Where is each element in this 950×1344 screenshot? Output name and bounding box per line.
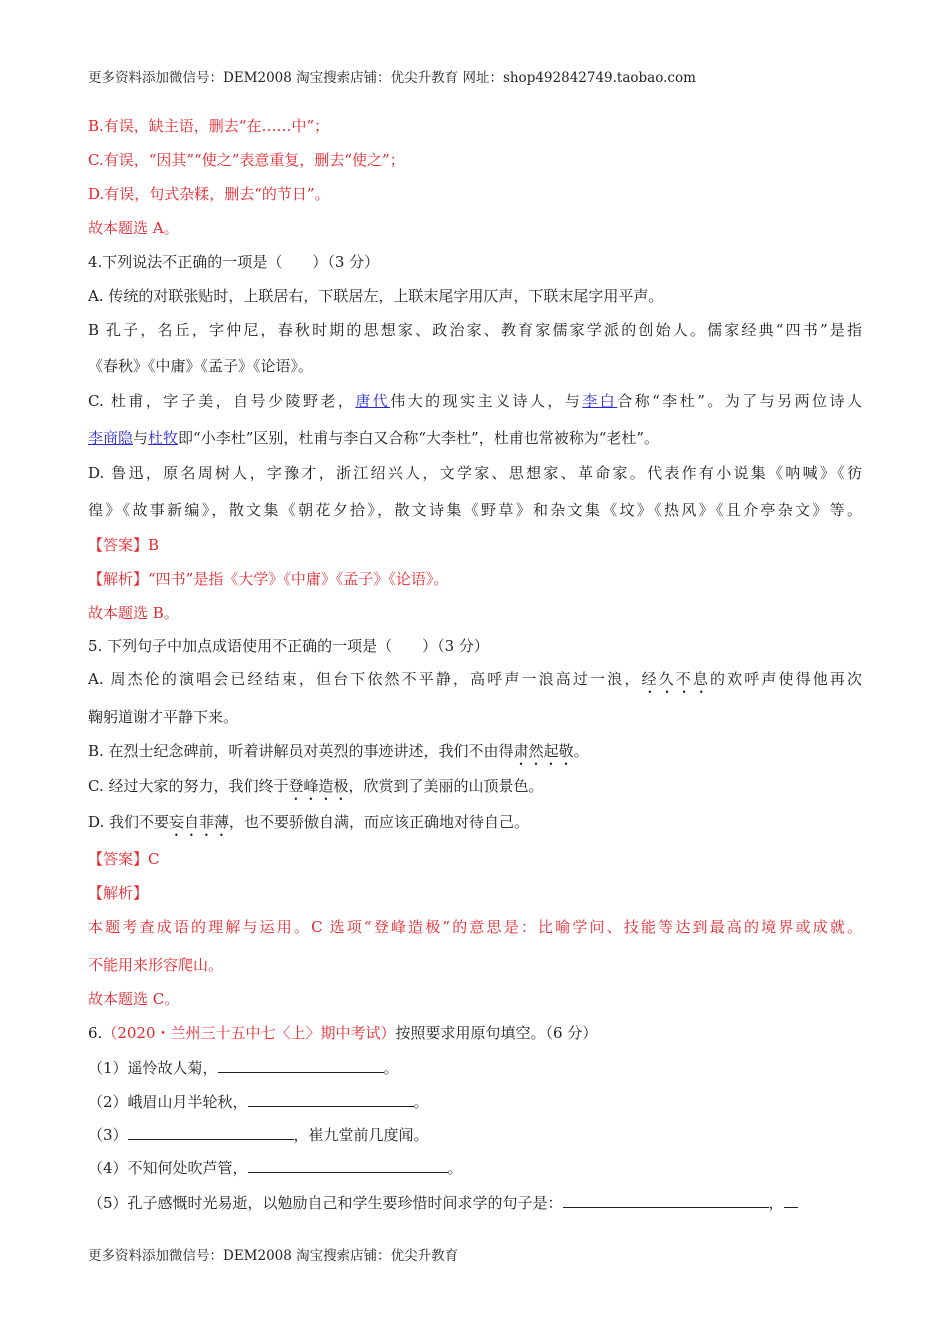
q5-analysis-line2: 不能用来形容爬山。: [88, 956, 224, 974]
link-tang-dynasty[interactable]: 唐代: [355, 392, 391, 410]
q4-c-text-2: 伟大的现实主义诗人，与: [390, 392, 583, 410]
q4-option-d-line1: D. 鲁迅，原名周树人，字豫才，浙江绍兴人，文学家、思想家、革命家。代表作有小说集《呐喊》《彷: [88, 464, 862, 482]
q5-option-a-line1: [88, 669, 862, 697]
q6-item-4-blank[interactable]: [248, 1157, 448, 1173]
q5-c-text-2: ，欣赏到了美丽的山顶景色。: [348, 777, 544, 795]
link-li-bai[interactable]: 李白: [582, 392, 618, 410]
q4-c-text-1: C. 杜甫，字子美，自号少陵野老，: [88, 392, 356, 410]
q6-item-5-blank-1[interactable]: [563, 1192, 769, 1208]
link-li-shangyin[interactable]: 李商隐: [88, 429, 134, 447]
q6-item-2: [88, 1091, 429, 1112]
q5-a-dotted-idiom: 经久不息: [641, 670, 710, 688]
q5-c-dotted-idiom: 登峰造极: [288, 777, 349, 795]
q4-conclusion: 故本题选 B。: [88, 604, 179, 622]
q6-instruction: 按照要求用原句填空。（6 分）: [395, 1024, 598, 1042]
q5-c-text-1: C. 经过大家的努力，我们终于: [88, 777, 289, 795]
q6-item-5: [88, 1192, 798, 1213]
q6-item-1-text: （1）遥怜故人菊，: [88, 1059, 218, 1077]
q4-option-d-line2: 徨》《故事新编》，散文集《朝花夕拾》，散文诗集《野草》和杂文集《坟》《热风》《且介亭杂文》等。: [88, 501, 862, 519]
q4-c-text-3: 合称“李杜”。为了与另两位诗人: [617, 392, 862, 410]
q6-item-2-blank[interactable]: [248, 1091, 414, 1107]
q6-item-1-end: 。: [383, 1059, 399, 1077]
q3-option-b-analysis: B.有误，缺主语，删去“在……中”；: [88, 117, 330, 135]
page-footer: 更多资料添加微信号：DEM2008 淘宝搜索店铺：优尖升教育: [88, 1248, 459, 1264]
q5-option-b: [88, 741, 589, 769]
q6-item-2-end: 。: [413, 1093, 429, 1111]
q4-option-b-line2: 《春秋》《中庸》《孟子》《论语》。: [88, 357, 314, 375]
q4-c-text-4: 与: [133, 429, 149, 447]
q4-option-c-line1: [88, 391, 862, 411]
q5-b-text-2: 。: [573, 742, 589, 760]
q4-option-c-line2: [88, 428, 659, 448]
q5-option-a-line2: 鞠躬道谢才平静下来。: [88, 708, 239, 726]
q6-item-3-blank[interactable]: [128, 1124, 294, 1140]
q6-item-1-blank[interactable]: [218, 1057, 384, 1073]
q5-analysis-line1: 本题考查成语的理解与运用。C 选项“登峰造极”的意思是：比喻学问、技能等达到最高的境界或成就。: [88, 918, 862, 936]
q5-analysis-label: 【解析】: [88, 884, 149, 902]
q6-item-2-text: （2）峨眉山月半轮秋，: [88, 1093, 248, 1111]
q6-item-5-mid: ，: [768, 1194, 784, 1212]
q6-stem: [88, 1023, 597, 1043]
q5-a-text-1: A. 周杰伦的演唱会已经结束，但台下依然不平静，高呼声一浪高过一浪，: [88, 670, 642, 688]
q5-conclusion: 故本题选 C。: [88, 990, 180, 1008]
q3-option-d-analysis: D.有误，句式杂糅，删去“的节日”。: [88, 185, 330, 203]
q4-option-a: A. 传统的对联张贴时，上联居右，下联居左，上联末尾字用仄声，下联末尾字用平声。: [88, 287, 664, 305]
q6-number: 6.: [88, 1024, 103, 1042]
q3-conclusion: 故本题选 A。: [88, 219, 179, 237]
q4-stem: 4.下列说法不正确的一项是（ ）（3 分）: [88, 253, 380, 271]
q5-option-d: [88, 812, 529, 840]
q6-item-4-end: 。: [447, 1159, 463, 1177]
q5-stem: 5. 下列句子中加点成语使用不正确的一项是（ ）（3 分）: [88, 637, 489, 655]
q4-c-text-5: 即“小李杜”区别，杜甫与李白又合称“大李杜”，杜甫也常被称为“老杜”。: [178, 429, 660, 447]
q3-option-c-analysis: C.有误，“因其”“使之”表意重复，删去“使之”；: [88, 151, 405, 169]
q5-d-text-2: ，也不要骄傲自满，而应该正确地对待自己。: [229, 813, 530, 831]
q5-answer: 【答案】C: [88, 850, 160, 868]
q5-b-dotted-idiom: 肃然起敬: [513, 742, 574, 760]
q5-d-dotted-idiom: 妄自菲薄: [169, 813, 230, 831]
q4-option-b-line1: B 孔子，名丘，字仲尼，春秋时期的思想家、政治家、教育家儒家学派的创始人。儒家经典“四书”是指: [88, 321, 862, 339]
q6-item-3: [88, 1124, 429, 1145]
q6-item-1: [88, 1057, 399, 1078]
q5-d-text-1: D. 我们不要: [88, 813, 170, 831]
q6-item-3-text: （3）: [88, 1126, 128, 1144]
link-du-mu[interactable]: 杜牧: [148, 429, 179, 447]
q6-item-5-text: （5）孔子感慨时光易逝，以勉励自己和学生要珍惜时间求学的句子是：: [88, 1194, 563, 1212]
q5-a-text-2: 的欢呼声使得他再次: [709, 670, 862, 688]
q6-source: （2020・兰州三十五中七〈上〉期中考试）: [102, 1024, 396, 1042]
q5-b-text-1: B. 在烈士纪念碑前，听着讲解员对英烈的事迹讲述，我们不由得: [88, 742, 514, 760]
q6-item-4-text: （4）不知何处吹芦管，: [88, 1159, 248, 1177]
q4-analysis: 【解析】“四书”是指《大学》《中庸》《孟子》《论语》。: [88, 570, 449, 588]
q6-item-4: [88, 1157, 463, 1178]
q6-item-5-blank-2[interactable]: [784, 1192, 798, 1208]
page-header: 更多资料添加微信号：DEM2008 淘宝搜索店铺：优尖升教育 网址：shop492842749.taobao.com: [88, 70, 696, 86]
q5-option-c: [88, 776, 544, 804]
q6-item-3-end: ，崔九堂前几度闻。: [293, 1126, 429, 1144]
q4-answer: 【答案】B: [88, 536, 160, 554]
